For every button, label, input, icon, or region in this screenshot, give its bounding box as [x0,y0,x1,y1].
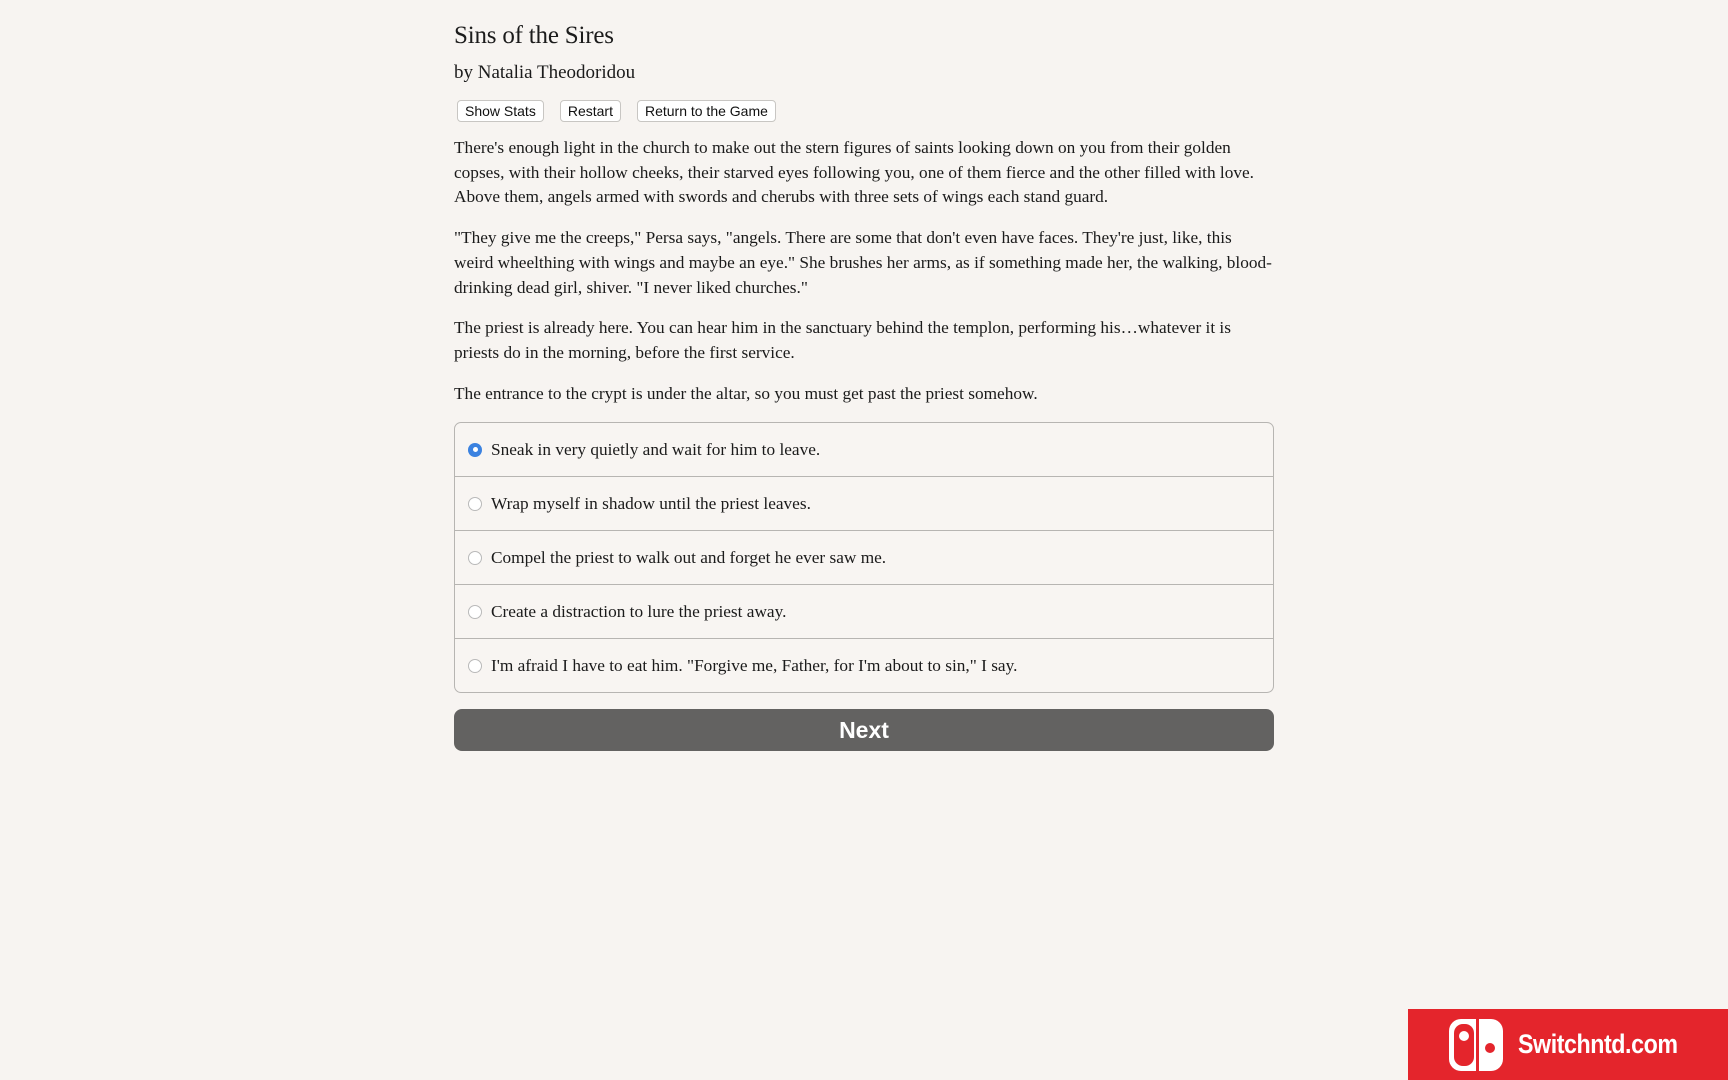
story-paragraph: "They give me the creeps," Persa says, "angels. There are some that don't even have faces. They're just, like, this weird wheelthing with wings and maybe an eye." She brushes her arms, as if something made her, the walking, blood-drinking dead girl, shiver. "I never liked churches." [454,228,1272,297]
choice-option[interactable] [455,476,1273,530]
radio-button[interactable] [468,443,482,457]
watermark-text: Switchntd.com [1518,1029,1678,1059]
radio-button[interactable] [468,605,482,619]
story-paragraph: The entrance to the crypt is under the altar, so you must get past the priest somehow. [454,383,1038,403]
choice-option[interactable] [455,530,1273,584]
game-author: by Natalia Theodoridou [454,62,636,83]
radio-button[interactable] [468,659,482,673]
game-page [454,0,1274,751]
radio-button[interactable] [468,551,482,565]
choice-label: Wrap myself in shadow until the priest leaves. [491,493,811,513]
choice-label: Compel the priest to walk out and forget he ever saw me. [491,547,887,567]
next-button[interactable]: Next [454,709,1274,751]
switch-logo-icon [1446,1015,1506,1075]
choice-option[interactable] [455,584,1273,638]
choice-label: Sneak in very quietly and wait for him to leave. [491,439,821,459]
choice-option[interactable] [455,638,1273,692]
watermark-banner [1408,1009,1728,1080]
story-text [454,136,1274,406]
show-stats-button[interactable]: Show Stats [457,100,544,122]
return-to-game-button[interactable]: Return to the Game [637,100,776,122]
choice-label: Create a distraction to lure the priest away. [491,601,787,621]
choice-option[interactable] [455,423,1273,476]
game-title: Sins of the Sires [454,22,614,49]
story-paragraph: The priest is already here. You can hear him in the sanctuary behind the templon, performing his…whatever it is priests do in the morning, before the first service. [454,318,1231,362]
toolbar [454,100,1274,122]
radio-button[interactable] [468,497,482,511]
choice-list [454,422,1274,693]
restart-button[interactable]: Restart [560,100,621,122]
story-paragraph: There's enough light in the church to make out the stern figures of saints looking down on you from their golden copses, with their hollow cheeks, their starved eyes following you, one of them fierce and the other filled with love. Above them, angels armed with swords and cherubs with three sets of wings each stand guard. [454,138,1254,207]
choice-label: I'm afraid I have to eat him. "Forgive me, Father, for I'm about to sin," I say. [491,655,1018,675]
